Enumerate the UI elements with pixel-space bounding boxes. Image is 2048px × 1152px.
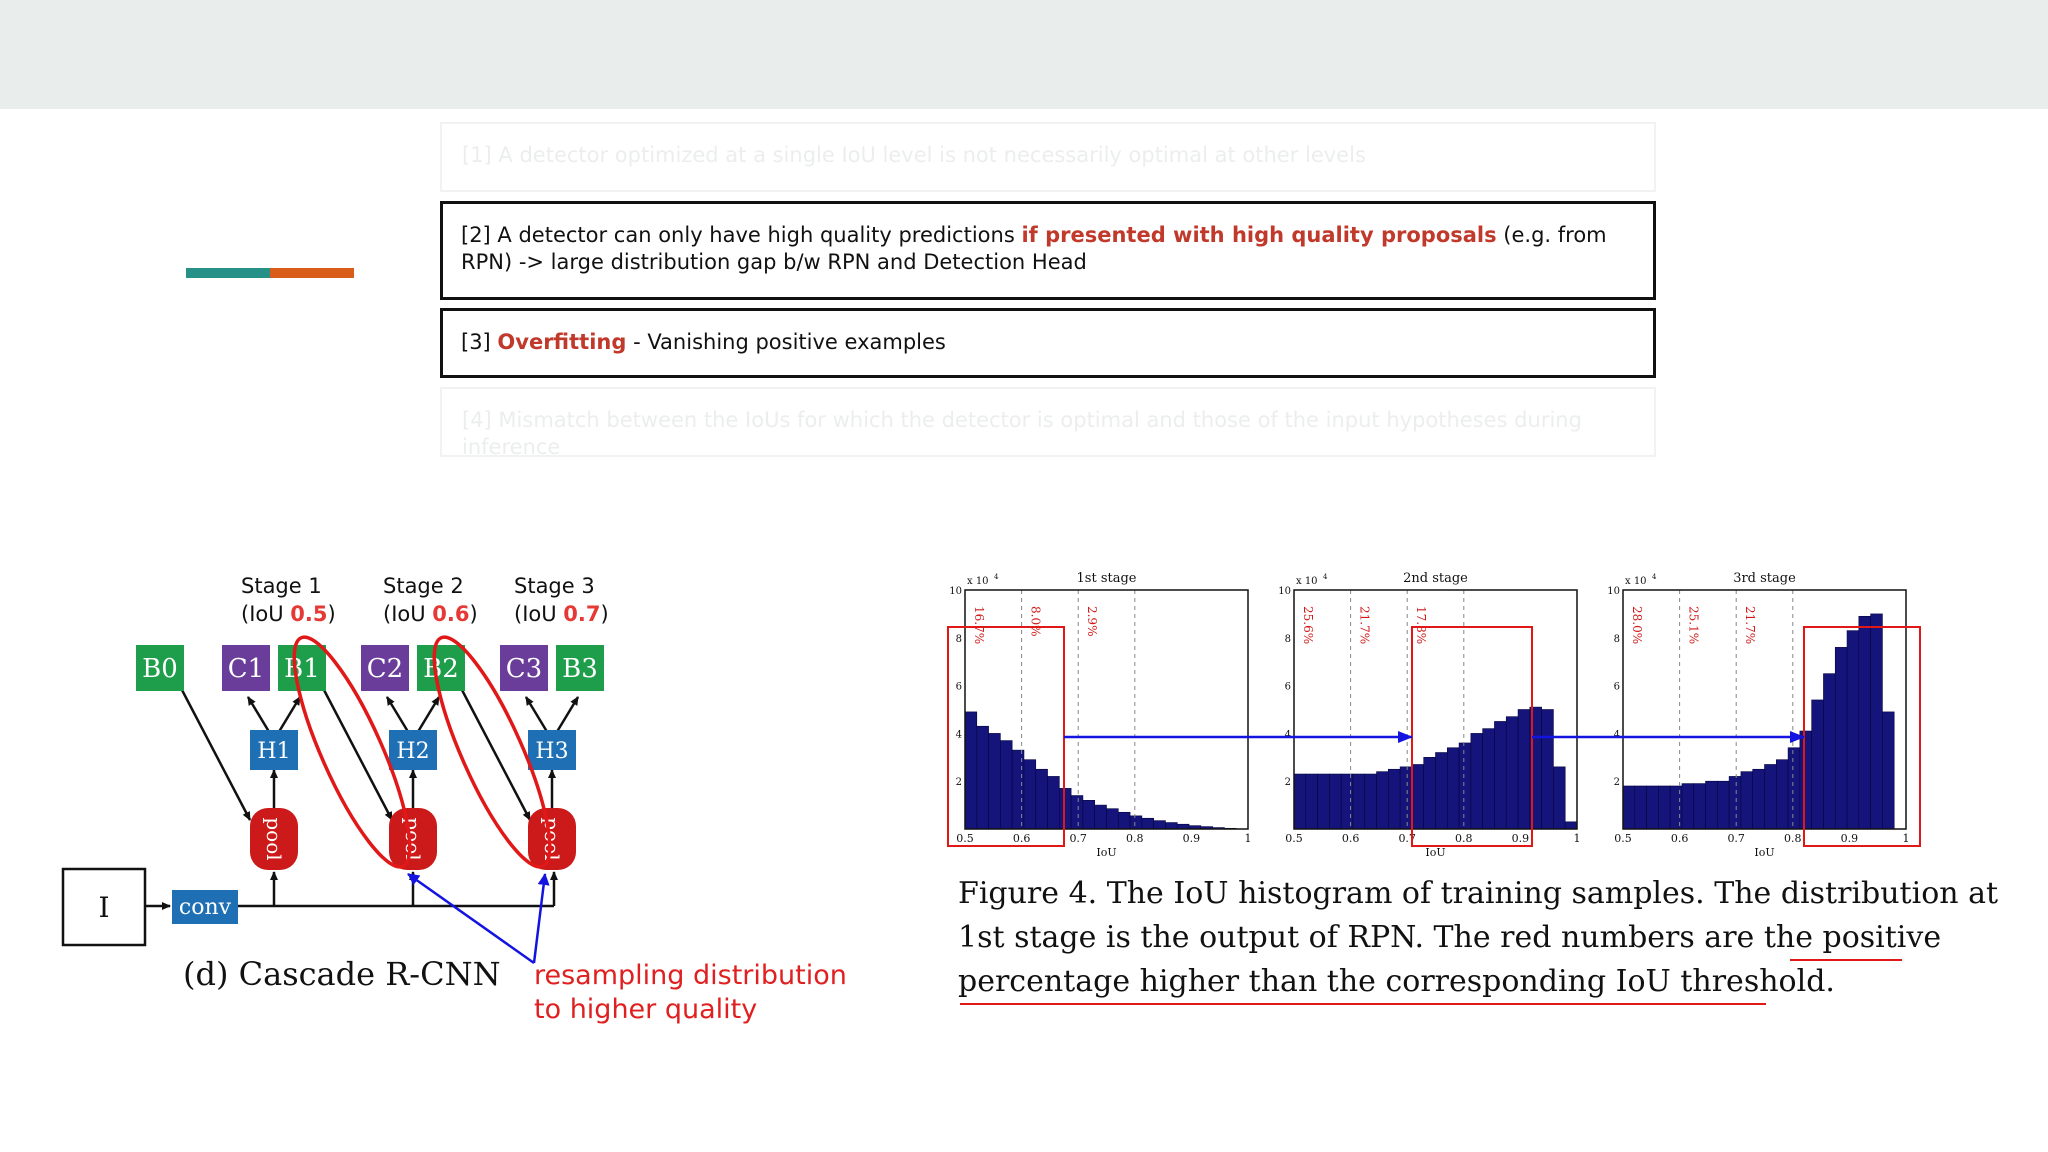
percentage-label: 8.0% [1028, 606, 1043, 637]
percentage-label: 21.7% [1357, 606, 1372, 645]
node-label: I [98, 891, 110, 924]
x-tick-label: 1 [1573, 832, 1581, 845]
node-label: B2 [423, 654, 459, 684]
percentage-label: 21.7% [1743, 606, 1758, 645]
percentage-label: 28.0% [1630, 606, 1644, 645]
y-tick-label: 2 [955, 777, 962, 789]
y-scale-label: x 10 [1625, 576, 1647, 587]
stage-name: Stage 1 [241, 574, 322, 598]
x-tick-label: 0.7 [1069, 832, 1087, 845]
iou-suffix: ) [469, 602, 478, 626]
node-label: C2 [366, 654, 404, 684]
diagram-caption: (d) Cascade R-CNN [183, 955, 501, 993]
iou-prefix: (IoU [383, 602, 433, 626]
y-tick-label: 8 [955, 633, 962, 645]
x-axis-label: IoU [1096, 846, 1117, 859]
y-tick-label: 4 [955, 729, 962, 741]
percentage-label: 16.7% [972, 606, 986, 645]
x-tick-label: 0.8 [1126, 832, 1144, 845]
node-label: C3 [505, 654, 543, 684]
node-label: pool [262, 817, 286, 861]
iou-prefix: (IoU [514, 602, 564, 626]
node-label: H3 [535, 739, 569, 764]
iou-value: 0.5 [290, 602, 328, 626]
point-text: [1] A detector optimized at a single IoU level is not necessarily optimal at other levels [462, 143, 1366, 167]
resampling-annotation: resampling distribution to higher quality [534, 960, 847, 1025]
node-label: pool [401, 817, 425, 861]
x-tick-label: 0.6 [1670, 832, 1689, 845]
iou-value: 0.6 [432, 602, 470, 626]
node-label: B0 [142, 654, 178, 684]
y-tick-label: 6 [1613, 681, 1620, 693]
panel-title: 2nd stage [1403, 571, 1468, 586]
y-tick-label: 4 [1284, 729, 1291, 741]
x-axis-label: IoU [1425, 846, 1446, 859]
node-label: B1 [284, 654, 320, 684]
y-tick-label: 10 [1278, 586, 1291, 597]
x-axis-label: IoU [1754, 846, 1775, 859]
x-tick-label: 0.7 [1727, 832, 1745, 845]
percentage-label: 17.8% [1414, 606, 1429, 645]
iou-suffix: ) [327, 602, 336, 626]
x-tick-label: 0.7 [1398, 832, 1416, 845]
y-tick-label: 8 [1613, 633, 1620, 645]
node-label: H1 [257, 739, 291, 764]
y-scale-exponent: 4 [994, 573, 999, 581]
y-scale-label: x 10 [967, 576, 989, 587]
percentage-label: 25.1% [1686, 606, 1701, 645]
x-tick-label: 1 [1902, 832, 1910, 845]
x-tick-label: 0.9 [1182, 832, 1201, 845]
point-text-suffix: (e.g. from RPN) -> large distribution gap b/w RPN and Detection Head [461, 223, 1607, 274]
y-scale-exponent: 4 [1652, 573, 1657, 581]
x-tick-label: 1 [1244, 832, 1252, 845]
point-text: [3] [461, 330, 498, 354]
iou-value: 0.7 [563, 602, 601, 626]
x-tick-label: 0.8 [1784, 832, 1802, 845]
stage-name: Stage 3 [514, 574, 595, 598]
node-label: C1 [227, 654, 265, 684]
y-tick-label: 2 [1613, 777, 1620, 789]
point-text: [4] Mismatch between the IoUs for which the detector is optimal and those of the input hypotheses during inference [462, 408, 1582, 459]
node-label: H2 [396, 739, 430, 764]
node-label: conv [178, 895, 232, 920]
y-tick-label: 4 [1613, 729, 1620, 741]
node-label: B3 [562, 654, 598, 684]
node-label: pool [540, 817, 564, 861]
point-text-suffix: - Vanishing positive examples [626, 330, 946, 354]
x-tick-label: 0.6 [1341, 832, 1360, 845]
y-tick-label: 8 [1284, 633, 1291, 645]
figure-caption: Figure 4. The IoU histogram of training samples. The distribution at 1st stage is the output of RPN. The red numbers are the positive percentage higher than the corresponding IoU threshold. [958, 876, 1999, 999]
y-tick-label: 10 [949, 586, 962, 597]
x-tick-label: 0.9 [1511, 832, 1530, 845]
y-tick-label: 2 [1284, 777, 1291, 789]
point-highlight: if presented with high quality proposals [1021, 223, 1497, 247]
point-text: [2] A detector can only have high quality predictions [461, 223, 1022, 247]
x-tick-label: 0.5 [1614, 832, 1632, 845]
x-tick-label: 0.5 [1285, 832, 1303, 845]
x-tick-label: 0.5 [956, 832, 974, 845]
iou-suffix: ) [600, 602, 609, 626]
x-tick-label: 0.8 [1455, 832, 1473, 845]
y-tick-label: 10 [1607, 586, 1620, 597]
x-tick-label: 0.9 [1840, 832, 1859, 845]
y-scale-exponent: 4 [1323, 573, 1328, 581]
stage-name: Stage 2 [383, 574, 464, 598]
iou-prefix: (IoU [241, 602, 291, 626]
percentage-label: 2.9% [1085, 606, 1100, 637]
y-scale-label: x 10 [1296, 576, 1318, 587]
y-tick-label: 6 [1284, 681, 1291, 693]
x-tick-label: 0.6 [1012, 832, 1031, 845]
percentage-label: 25.6% [1301, 606, 1315, 645]
point-highlight: Overfitting [497, 330, 627, 354]
y-tick-label: 6 [955, 681, 962, 693]
panel-title: 1st stage [1076, 571, 1137, 586]
panel-title: 3rd stage [1733, 571, 1796, 586]
